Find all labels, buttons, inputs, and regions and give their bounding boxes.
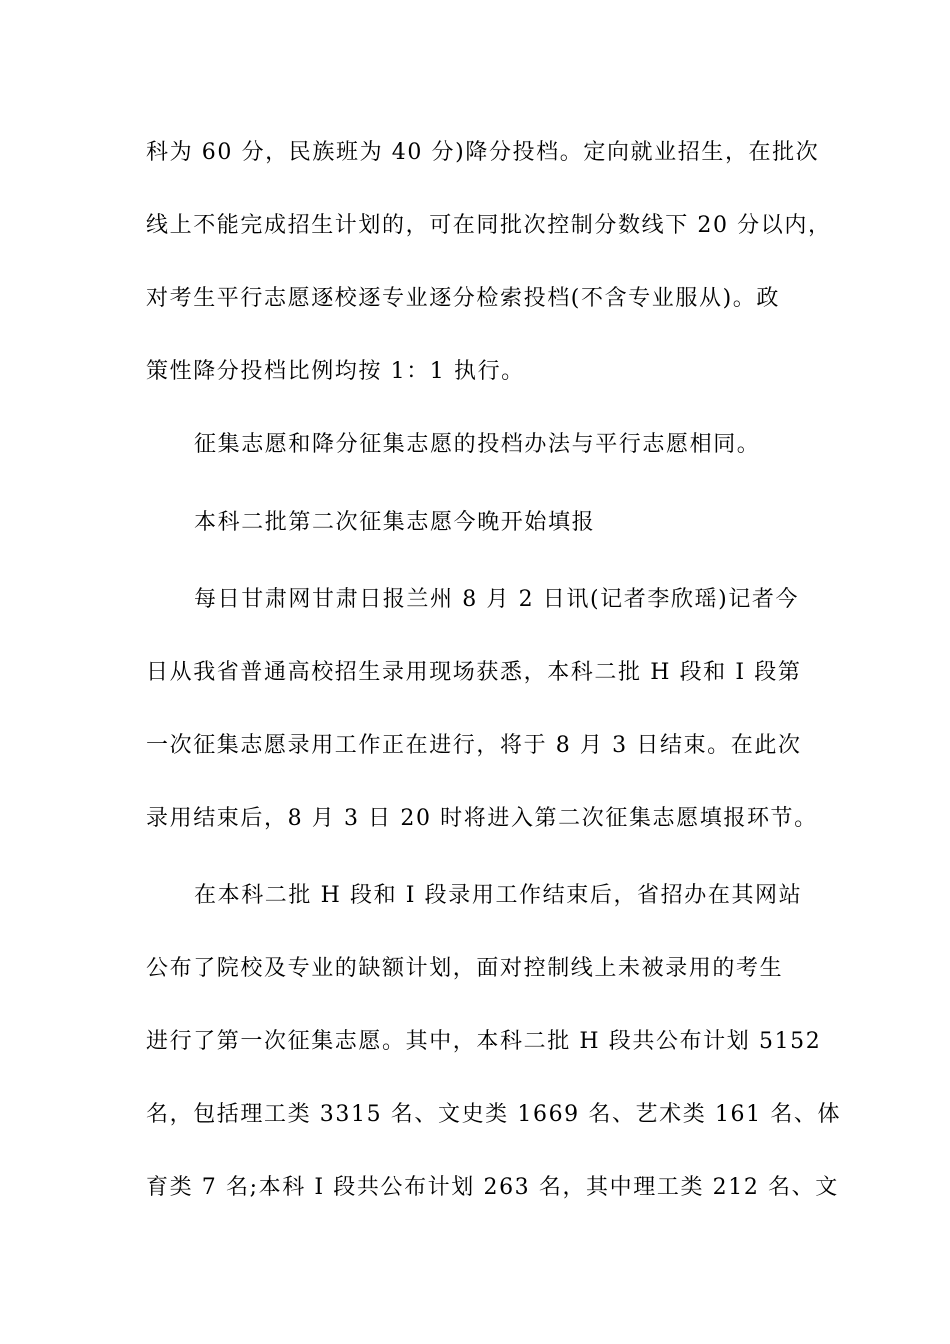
text-line: 日从我省普通高校招生录用现场获悉，本科二批 H 段和 I 段第 [146, 660, 802, 685]
paragraph-start-line: 在本科二批 H 段和 I 段录用工作结束后，省招办在其网站 [194, 883, 803, 908]
text-line: 育类 7 名;本科 I 段共公布计划 263 名，其中理工类 212 名、文 [146, 1175, 839, 1200]
text-line: 线上不能完成招生计划的，可在同批次控制分数线下 20 分以内， [146, 213, 832, 238]
text-line: 策性降分投档比例均按 1：1 执行。 [146, 359, 525, 384]
paragraph-start-line: 每日甘肃网甘肃日报兰州 8 月 2 日讯(记者李欣瑶)记者今 [194, 587, 800, 612]
text-line: 公布了院校及专业的缺额计划，面对控制线上未被录用的考生 [146, 956, 784, 981]
text-line: 科为 60 分，民族班为 40 分)降分投档。定向就业招生，在批次 [146, 140, 820, 165]
section-heading: 本科二批第二次征集志愿今晚开始填报 [194, 510, 596, 535]
paragraph-start-line: 征集志愿和降分征集志愿的投档办法与平行志愿相同。 [194, 432, 761, 457]
text-line: 一次征集志愿录用工作正在进行，将于 8 月 3 日结束。在此次 [146, 733, 802, 758]
text-line: 进行了第一次征集志愿。其中，本科二批 H 段共公布计划 5152 [146, 1029, 822, 1054]
text-line: 录用结束后，8 月 3 日 20 时将进入第二次征集志愿填报环节。 [146, 806, 818, 831]
text-line: 名，包括理工类 3315 名、文史类 1669 名、艺术类 161 名、体 [146, 1102, 842, 1127]
text-line: 对考生平行志愿逐校逐专业逐分检索投档(不含专业服从)。政 [146, 286, 780, 311]
